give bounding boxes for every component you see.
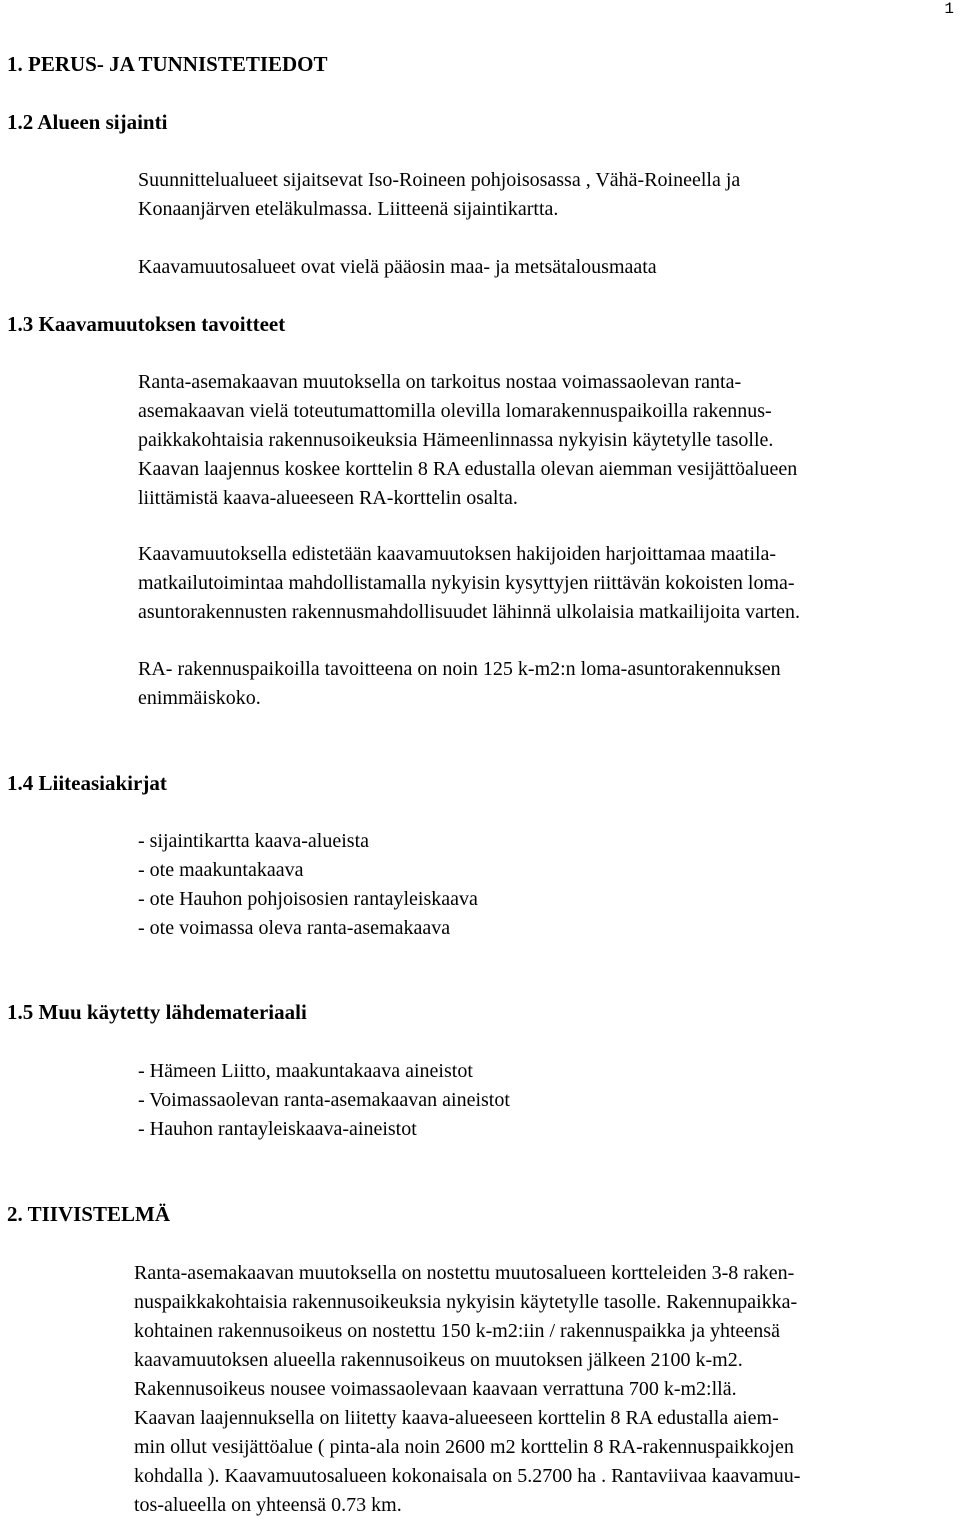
paragraph-line: enimmäiskoko. — [138, 687, 261, 709]
paragraph-line: Kaavamuutosalueet ovat vielä pääosin maa- ja metsätalousmaata — [138, 256, 657, 278]
paragraph-line: kohdalla ). Kaavamuutosalueen kokonaisala on 5.2700 ha . Rantaviivaa kaavamuu- — [134, 1465, 801, 1487]
paragraph-line: min ollut vesijättöalue ( pinta-ala noin 2600 m2 korttelin 8 RA-rakennuspaikkojen — [134, 1436, 794, 1458]
paragraph-line: Kaavamuutoksella edistetään kaavamuutoksen hakijoiden harjoittamaa maatila- — [138, 543, 777, 565]
section-1-3-heading: 1.3 Kaavamuutoksen tavoitteet — [7, 312, 286, 336]
paragraph-line: asuntorakennusten rakennusmahdollisuudet lähinnä ulkolaisia matkailijoita varten. — [138, 601, 801, 623]
section-1-4-heading: 1.4 Liiteasiakirjat — [7, 771, 167, 795]
list-item: - Hauhon rantayleiskaava-aineistot — [138, 1118, 417, 1140]
list-item: - ote Hauhon pohjoisosien rantayleiskaava — [138, 888, 478, 910]
list-item: - Voimassaolevan ranta-asemakaavan aineistot — [138, 1089, 510, 1111]
list-item: - sijaintikartta kaava-alueista — [138, 830, 370, 852]
paragraph-line: RA- rakennuspaikoilla tavoitteena on noin 125 k-m2:n loma-asuntorakennuksen — [138, 658, 781, 680]
paragraph-line: kaavamuutoksen alueella rakennusoikeus on muutoksen jälkeen 2100 k-m2. — [134, 1349, 743, 1371]
section-1-2-heading: 1.2 Alueen sijainti — [7, 110, 168, 134]
section-1-5-heading: 1.5 Muu käytetty lähdemateriaali — [7, 1000, 307, 1024]
paragraph-line: asemakaavan vielä toteutumattomilla olevilla lomarakennuspaikoilla rakennus- — [138, 400, 772, 422]
paragraph-line: Ranta-asemakaavan muutoksella on nostettu muutosalueen kortteleiden 3-8 raken- — [134, 1262, 795, 1284]
paragraph-line: matkailutoimintaa mahdollistamalla nykyisin kysyttyjen riittävän kokoisten loma- — [138, 572, 795, 594]
main-heading: 1. PERUS- JA TUNNISTETIEDOT — [7, 52, 328, 76]
paragraph-line: tos-alueella on yhteensä 0.73 km. — [134, 1494, 402, 1516]
paragraph-line: nuspaikkakohtaisia rakennusoikeuksia nykyisin käytetylle tasolle. Rakennupaikka- — [134, 1291, 798, 1313]
list-item: - ote maakuntakaava — [138, 859, 304, 881]
page-number: 1 — [944, 0, 954, 18]
paragraph-line: Rakennusoikeus nousee voimassaolevaan kaavaan verrattuna 700 k-m2:llä. — [134, 1378, 737, 1400]
list-item: - Hämeen Liitto, maakuntakaava aineistot — [138, 1060, 473, 1082]
paragraph-line: kohtainen rakennusoikeus on nostettu 150 k-m2:iin / rakennuspaikka ja yhteensä — [134, 1320, 780, 1342]
list-item: - ote voimassa oleva ranta-asemakaava — [138, 917, 451, 939]
paragraph-line: Kaavan laajennuksella on liitetty kaava-alueeseen korttelin 8 RA edustalla aiem- — [134, 1407, 779, 1429]
paragraph-line: Suunnittelualueet sijaitsevat Iso-Roineen pohjoisosassa , Vähä-Roineella ja — [138, 169, 741, 191]
section-2-heading: 2. TIIVISTELMÄ — [7, 1202, 170, 1226]
paragraph-line: liittämistä kaava-alueeseen RA-korttelin osalta. — [138, 487, 518, 509]
paragraph-line: Ranta-asemakaavan muutoksella on tarkoitus nostaa voimassaolevan ranta- — [138, 371, 742, 393]
paragraph-line: Konaanjärven eteläkulmassa. Liitteenä sijaintikartta. — [138, 198, 559, 220]
paragraph-line: paikkakohtaisia rakennusoikeuksia Hämeenlinnassa nykyisin käytetylle tasolle. — [138, 429, 774, 451]
paragraph-line: Kaavan laajennus koskee korttelin 8 RA edustalla olevan aiemman vesijättöalueen — [138, 458, 798, 480]
